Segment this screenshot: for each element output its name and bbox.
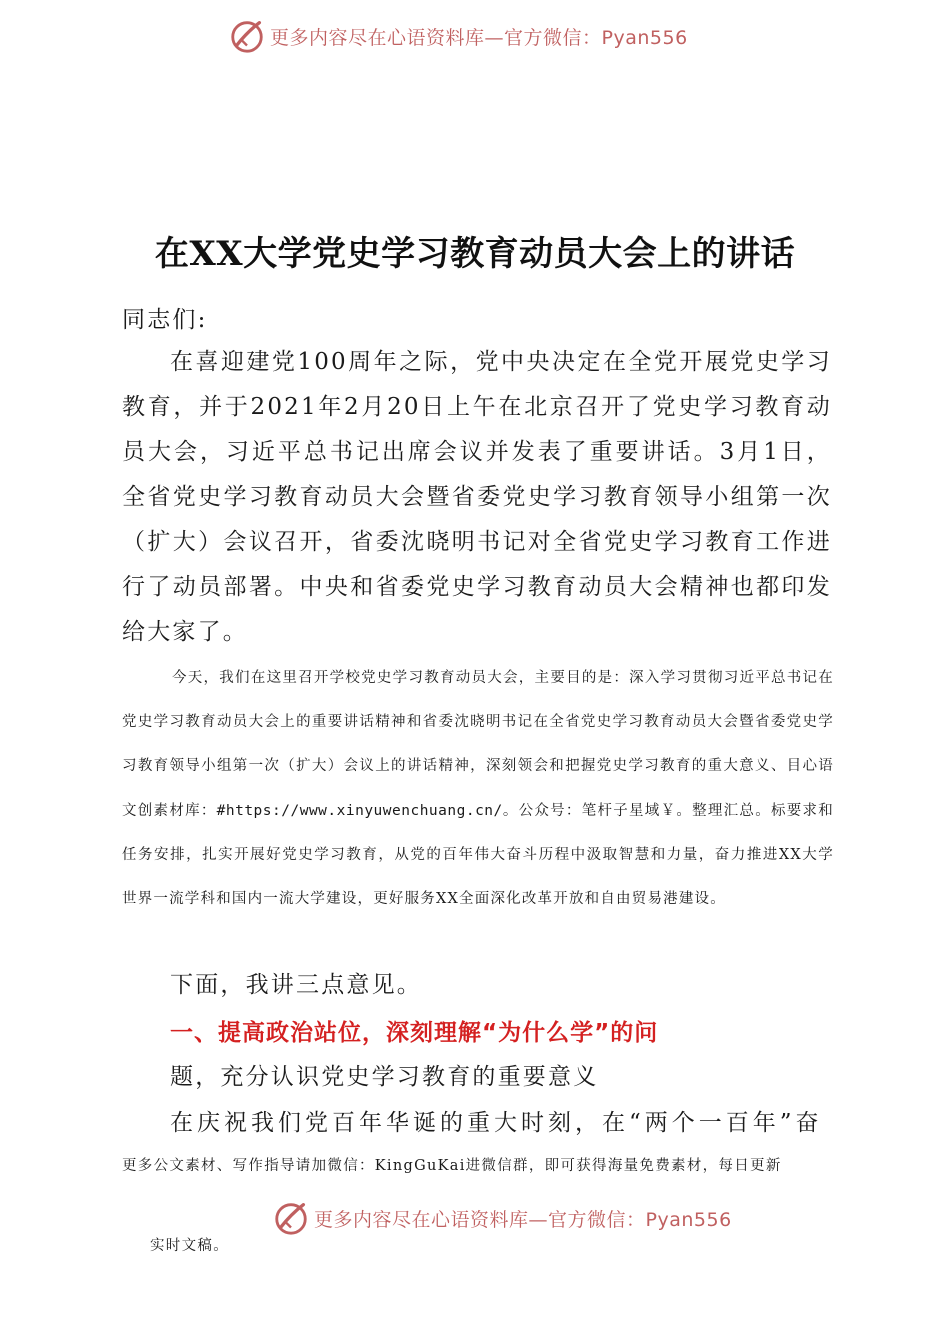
paragraph-1: 在喜迎建党100周年之际，党中央决定在全党开展党史学习教育，并于2021年2月20日上午在北京召开了党史学习教育动员大会，习近平总书记出席会议并发表了重要讲话。3月1日，全省党史学习教育动员大会暨省委党史学习教育领导小组第一次（扩大）会议召开，省委沈晓明书记对全省党史学习教育工作进行了动员部署。中央和省委党史学习教育动员大会精神也都印发给大家了。	[122, 349, 832, 645]
watermark-wechat-id: Pyan556	[645, 1208, 732, 1231]
brush-circle-logo-icon	[228, 17, 266, 55]
paragraph-2-url: #https://www.xinyuwenchuang.cn/	[216, 802, 503, 819]
paragraph-2: 今天，我们在这里召开学校党史学习教育动员大会，主要目的是：深入学习贯彻习近平总书记在党史学习教育动员大会上的重要讲话精神和省委沈晓明书记在全省党史学习教育动员大会暨省委党史学习教育领导小组第一次（扩大）会议上的讲话精神，深刻领会和把握党史学习教育的重大意义、目心语文创素材库：#https://www.xinyuwenchuang.cn/。公众号：笔杆子星域￥。整理汇总。标要求和任务安排，扎实开展好党史学习教育，从党的百年伟大奋斗历程中汲取智慧和力量，奋力推进XX大学世界一流学科和国内一流大学建设，更好服务XX全面深化改革开放和自由贸易港建设。	[122, 670, 834, 908]
intro-line: 下面，我讲三点意见。	[170, 972, 422, 998]
footer-watermark	[272, 1196, 772, 1240]
watermark-wechat-id: Pyan556	[601, 26, 688, 49]
footer-note: 更多公文素材、写作指导请加微信：KingGuKai进微信群，即可获得海量免费素材，每日更新	[122, 1158, 782, 1174]
document-title: 在XX大学党史学习教育动员大会上的讲话	[154, 234, 796, 274]
header-watermark	[228, 14, 728, 58]
section-heading-1-continued: 题，充分认识党史学习教育的重要意义	[170, 1064, 599, 1090]
footer-note-continued: 实时文稿。	[150, 1238, 229, 1254]
watermark-text: 更多内容尽在心语资料库—官方微信：Pyan556	[270, 26, 688, 49]
section-heading-1: 一、提高政治站位，深刻理解“为什么学”的问	[170, 1020, 659, 1046]
watermark-text: 更多内容尽在心语资料库—官方微信：Pyan556	[314, 1208, 732, 1231]
greeting: 同志们:	[122, 307, 208, 333]
paragraph-3-start: 在庆祝我们党百年华诞的重大时刻，在“两个一百年”奋	[170, 1110, 823, 1136]
brush-circle-logo-icon	[272, 1199, 310, 1237]
